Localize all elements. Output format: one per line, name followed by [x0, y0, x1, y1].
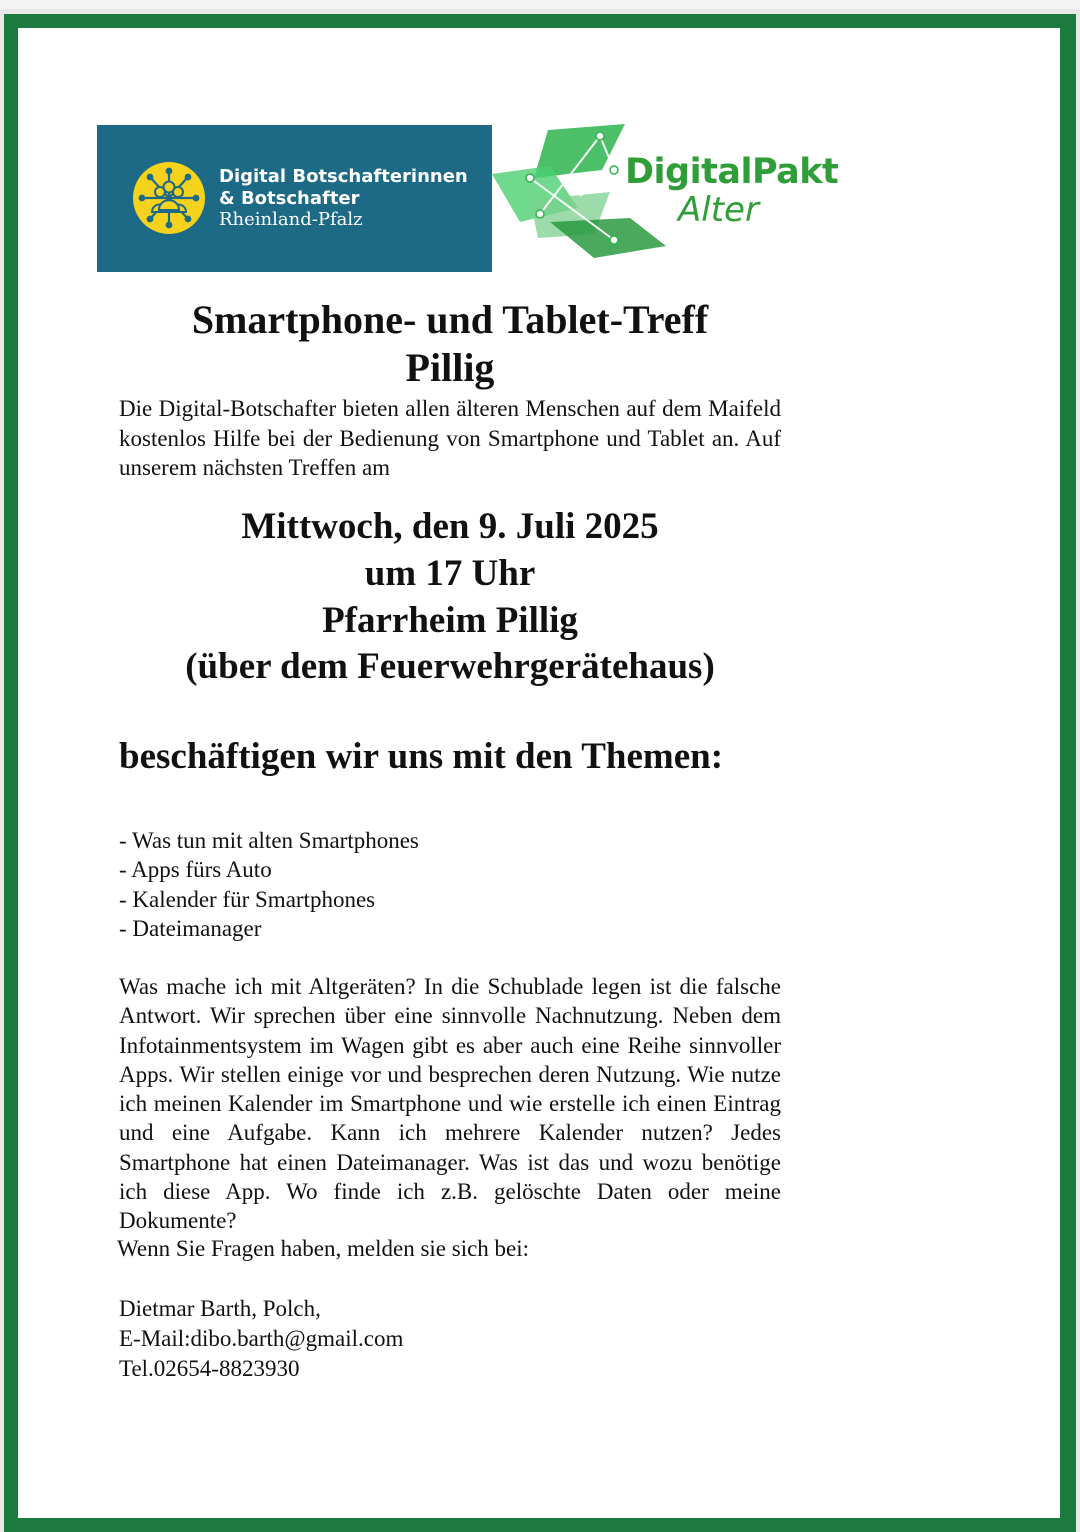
- event-place: Pfarrheim Pillig: [322, 600, 578, 641]
- flyer-title-location: Pillig: [405, 345, 495, 390]
- logo-text-line2: & Botschafter: [219, 188, 360, 209]
- contact-name: Dietmar Barth, Polch,: [119, 1296, 321, 1321]
- alter-wordmark: Alter: [678, 190, 759, 230]
- event-date: Mittwoch, den 9. Juli 2025: [241, 506, 659, 547]
- list-item: - Was tun mit alten Smartphones: [119, 828, 419, 853]
- flyer-title: Smartphone- und Tablet-Treff: [191, 297, 709, 342]
- description-paragraph: Was mache ich mit Altgeräten? In die Schublade legen ist die falsche Antwort. Wir sprechen über eine sinnvolle Nachnutzung. Neben dem Infotainmentsystem im Wagen gibt es aber auch eine Reihe sinnvoller Apps. Wir stellen einige vor und besprechen deren Nutzung. Wie nutze ich meinen Kalender im Smartphone und wie erstelle ich einen Eintrag und eine Aufgabe. Kann ich mehrere Kalender nutzen? Jedes Smartphone hat einen Dateimanager. Was ist das und wozu benötige ich diese App. Wo finde ich z.B. gelöschte Daten oder meine Dokumente?: [119, 974, 781, 1234]
- digitalpakt-alter-logo: [490, 122, 839, 262]
- list-item: - Dateimanager: [119, 915, 262, 941]
- topics-list: [119, 826, 419, 943]
- list-item: - Kalender für Smartphones: [119, 886, 376, 912]
- contact-phone: Tel.02654-8823930: [119, 1356, 300, 1381]
- topics-heading: beschäftigen wir uns mit den Themen:: [119, 736, 724, 777]
- list-item: - Apps fürs Auto: [119, 857, 272, 883]
- logo-text-line3: Rheinland-Pfalz: [219, 209, 363, 230]
- logo-text-line1: Digital Botschafterinnen: [219, 166, 468, 187]
- intro-paragraph: Die Digital-Botschafter bieten allen älteren Menschen auf dem Maifeld kostenlos Hilfe bei der Bedienung von Smartphone und Tablet an. Auf unserem nächsten Treffen am: [119, 396, 781, 480]
- top-strip: [0, 0, 1080, 9]
- contact-email: E-Mail:dibo.barth@gmail.com: [119, 1326, 404, 1351]
- digitalpakt-network-graphic: [490, 122, 670, 262]
- questions-line: Wenn Sie Fragen haben, melden sie sich bei:: [117, 1236, 530, 1261]
- digitalpakt-wordmark: DigitalPakt: [625, 152, 839, 192]
- event-place-note: (über dem Feuerwehrgerätehaus): [185, 646, 715, 687]
- event-time: um 17 Uhr: [364, 553, 536, 594]
- digital-botschafter-logo: [97, 125, 492, 272]
- network-people-icon: [133, 162, 205, 234]
- contact-block: [119, 1294, 403, 1384]
